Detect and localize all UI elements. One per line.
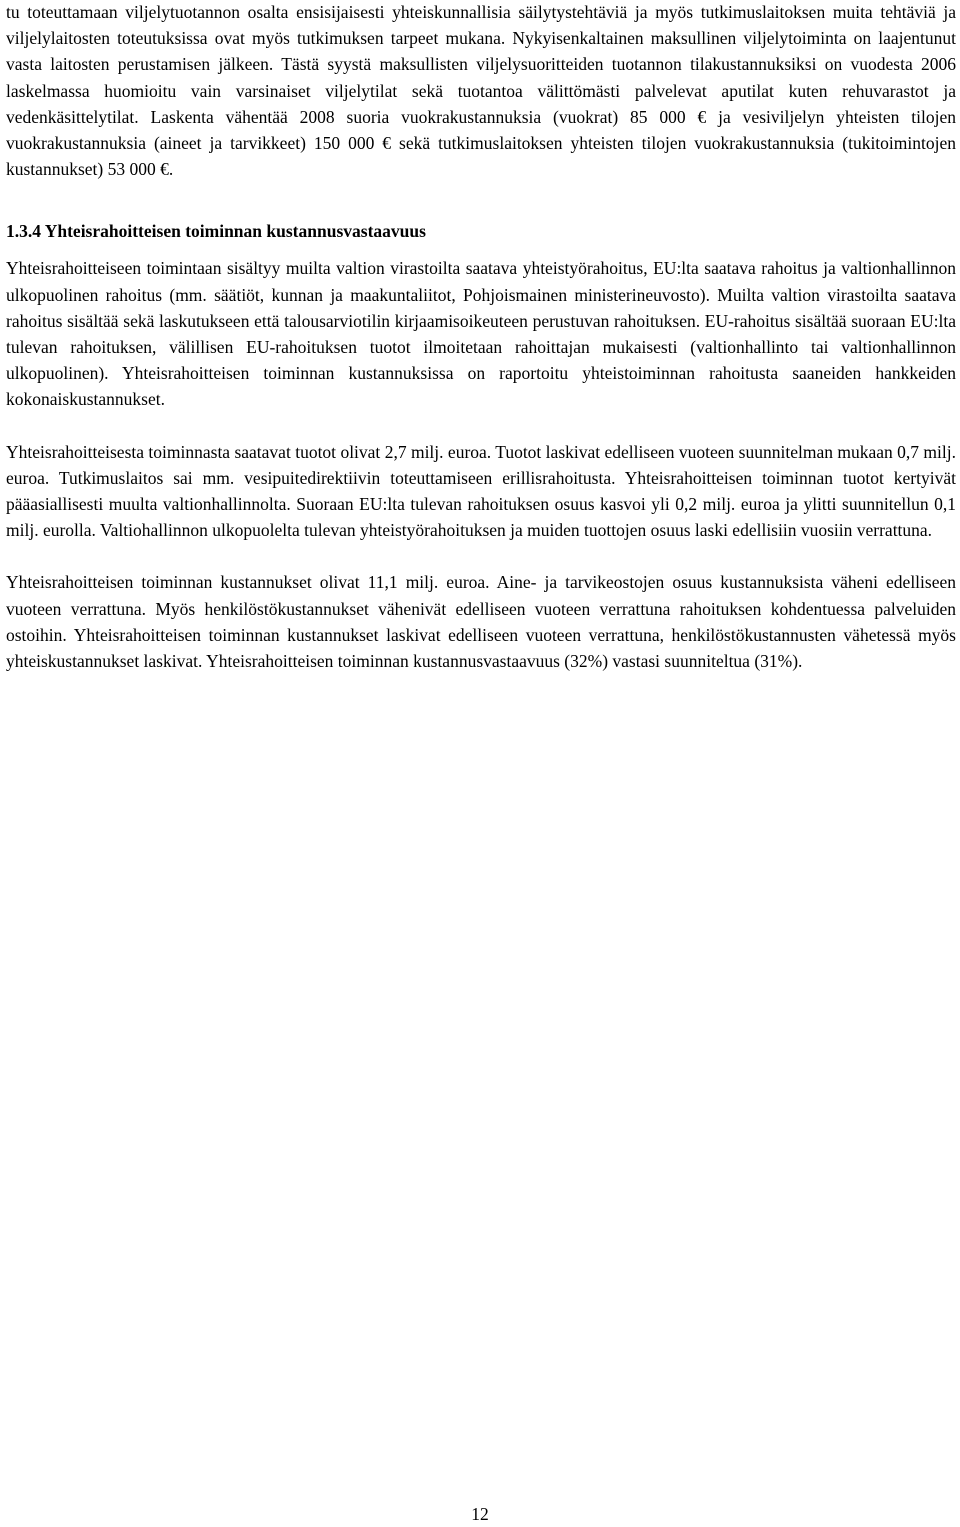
paragraph-maksullinen-viljelytoiminta: tu toteuttamaan viljelytuotannon osalta ensisijaisesti yhteiskunnallisia säilytystehtäviä ja myös tutkimuslaitoksen muita tehtäviä ja viljelylaitosten toteutuksissa ovat myös tutkimuksen tarpeet mukana. Nykyisenkaltainen maksullinen viljelytoiminta on laajentunut vasta laitosten perustamisen jälkeen. Tästä syystä maksullisten viljelysuoritteiden tuotannon tilakustannuksiksi on vuodesta 2006 laskelmassa huomioitu vain varsinaiset viljelytilat sekä tuotantoa välittömästi palvelevat aputilat kuten rehuvarastot ja vedenkäsittelytilat. Laskenta vähentää 2008 suoria vuokrakustannuksia (vuokrat) 85 000 € ja vesiviljelyn yhteisten tilojen vuokrakustannuksia (aineet ja tarvikkeet) 150 000 € sekä tutkimuslaitoksen yhteisten tilojen vuokrakustannuksia (tukitoimintojen kustannukset) 53 000 €. (6, 2, 956, 180)
document-page (6, 0, 956, 674)
paragraph-kustannukset: Yhteisrahoitteisen toiminnan kustannukset olivat 11,1 milj. euroa. Aine- ja tarvikeostojen osuus kustannuksista väheni edelliseen vuoteen verrattuna. Myös henkilöstökustannukset vähenivät edelliseen vuoteen verrattuna rahoituksen kohdentuessa palveluiden ostoihin. Yhteisrahoitteisen toiminnan kustannukset laskivat edelliseen vuoteen verrattuna, henkilöstökustannusten vähetessä myös yhteiskustannukset laskivat. Yhteisrahoitteisen toiminnan kustannusvastaavuus (32%) vastasi suunniteltua (31%). (6, 572, 956, 672)
section-heading: 1.3.4 Yhteisrahoitteisen toiminnan kustannusvastaavuus (6, 221, 426, 242)
paragraph-yhteisrahoitteinen-toiminta: Yhteisrahoitteiseen toimintaan sisältyy muilta valtion virastoilta saatava yhteistyörahoitus, EU:lta saatava rahoitus ja valtionhallinnon ulkopuolinen rahoitus (mm. säätiöt, kunnan ja maakuntaliitot, Pohjoismainen ministerineuvosto). Muilta valtion virastoilta saatava rahoitus sisältää sekä laskutukseen että talousarviotilin kirjaamisoikeuteen perustuvan rahoituksen. EU-rahoitus sisältää suoraan EU:lta tulevan rahoituksen, välillisen EU-rahoituksen tuotot ilmoitetaan rahoittajan mukaisesti (valtionhallinto tai valtionhallinnon ulkopuolinen). Yhteisrahoitteisen toiminnan kustannuksissa on raportoitu yhteistoiminnan rahoitusta saaneiden hankkeiden kokonaiskustannukset. (6, 258, 956, 410)
page-number: 12 (471, 1504, 489, 1524)
paragraph-tuotot: Yhteisrahoitteisesta toiminnasta saatavat tuotot olivat 2,7 milj. euroa. Tuotot laskivat edelliseen vuoteen suunnitelman mukaan 0,7 milj. euroa. Tutkimuslaitos sai mm. vesipuitedirektiivin toteuttamiseen erillisrahoitusta. Yhteisrahoitteisen toiminnan tuotot kertyivät pääasiallisesti muulta valtionhallinnolta. Suoraan EU:lta tulevan rahoituksen osuus kasvoi yli 0,2 milj. euroa ja ylitti suunnitellun 0,1 milj. eurolla. Valtiohallinnon ulkopuolelta tulevan yhteistyörahoituksen ja muiden tuottojen osuus laski edellisiin vuosiin verrattuna. (6, 441, 956, 541)
